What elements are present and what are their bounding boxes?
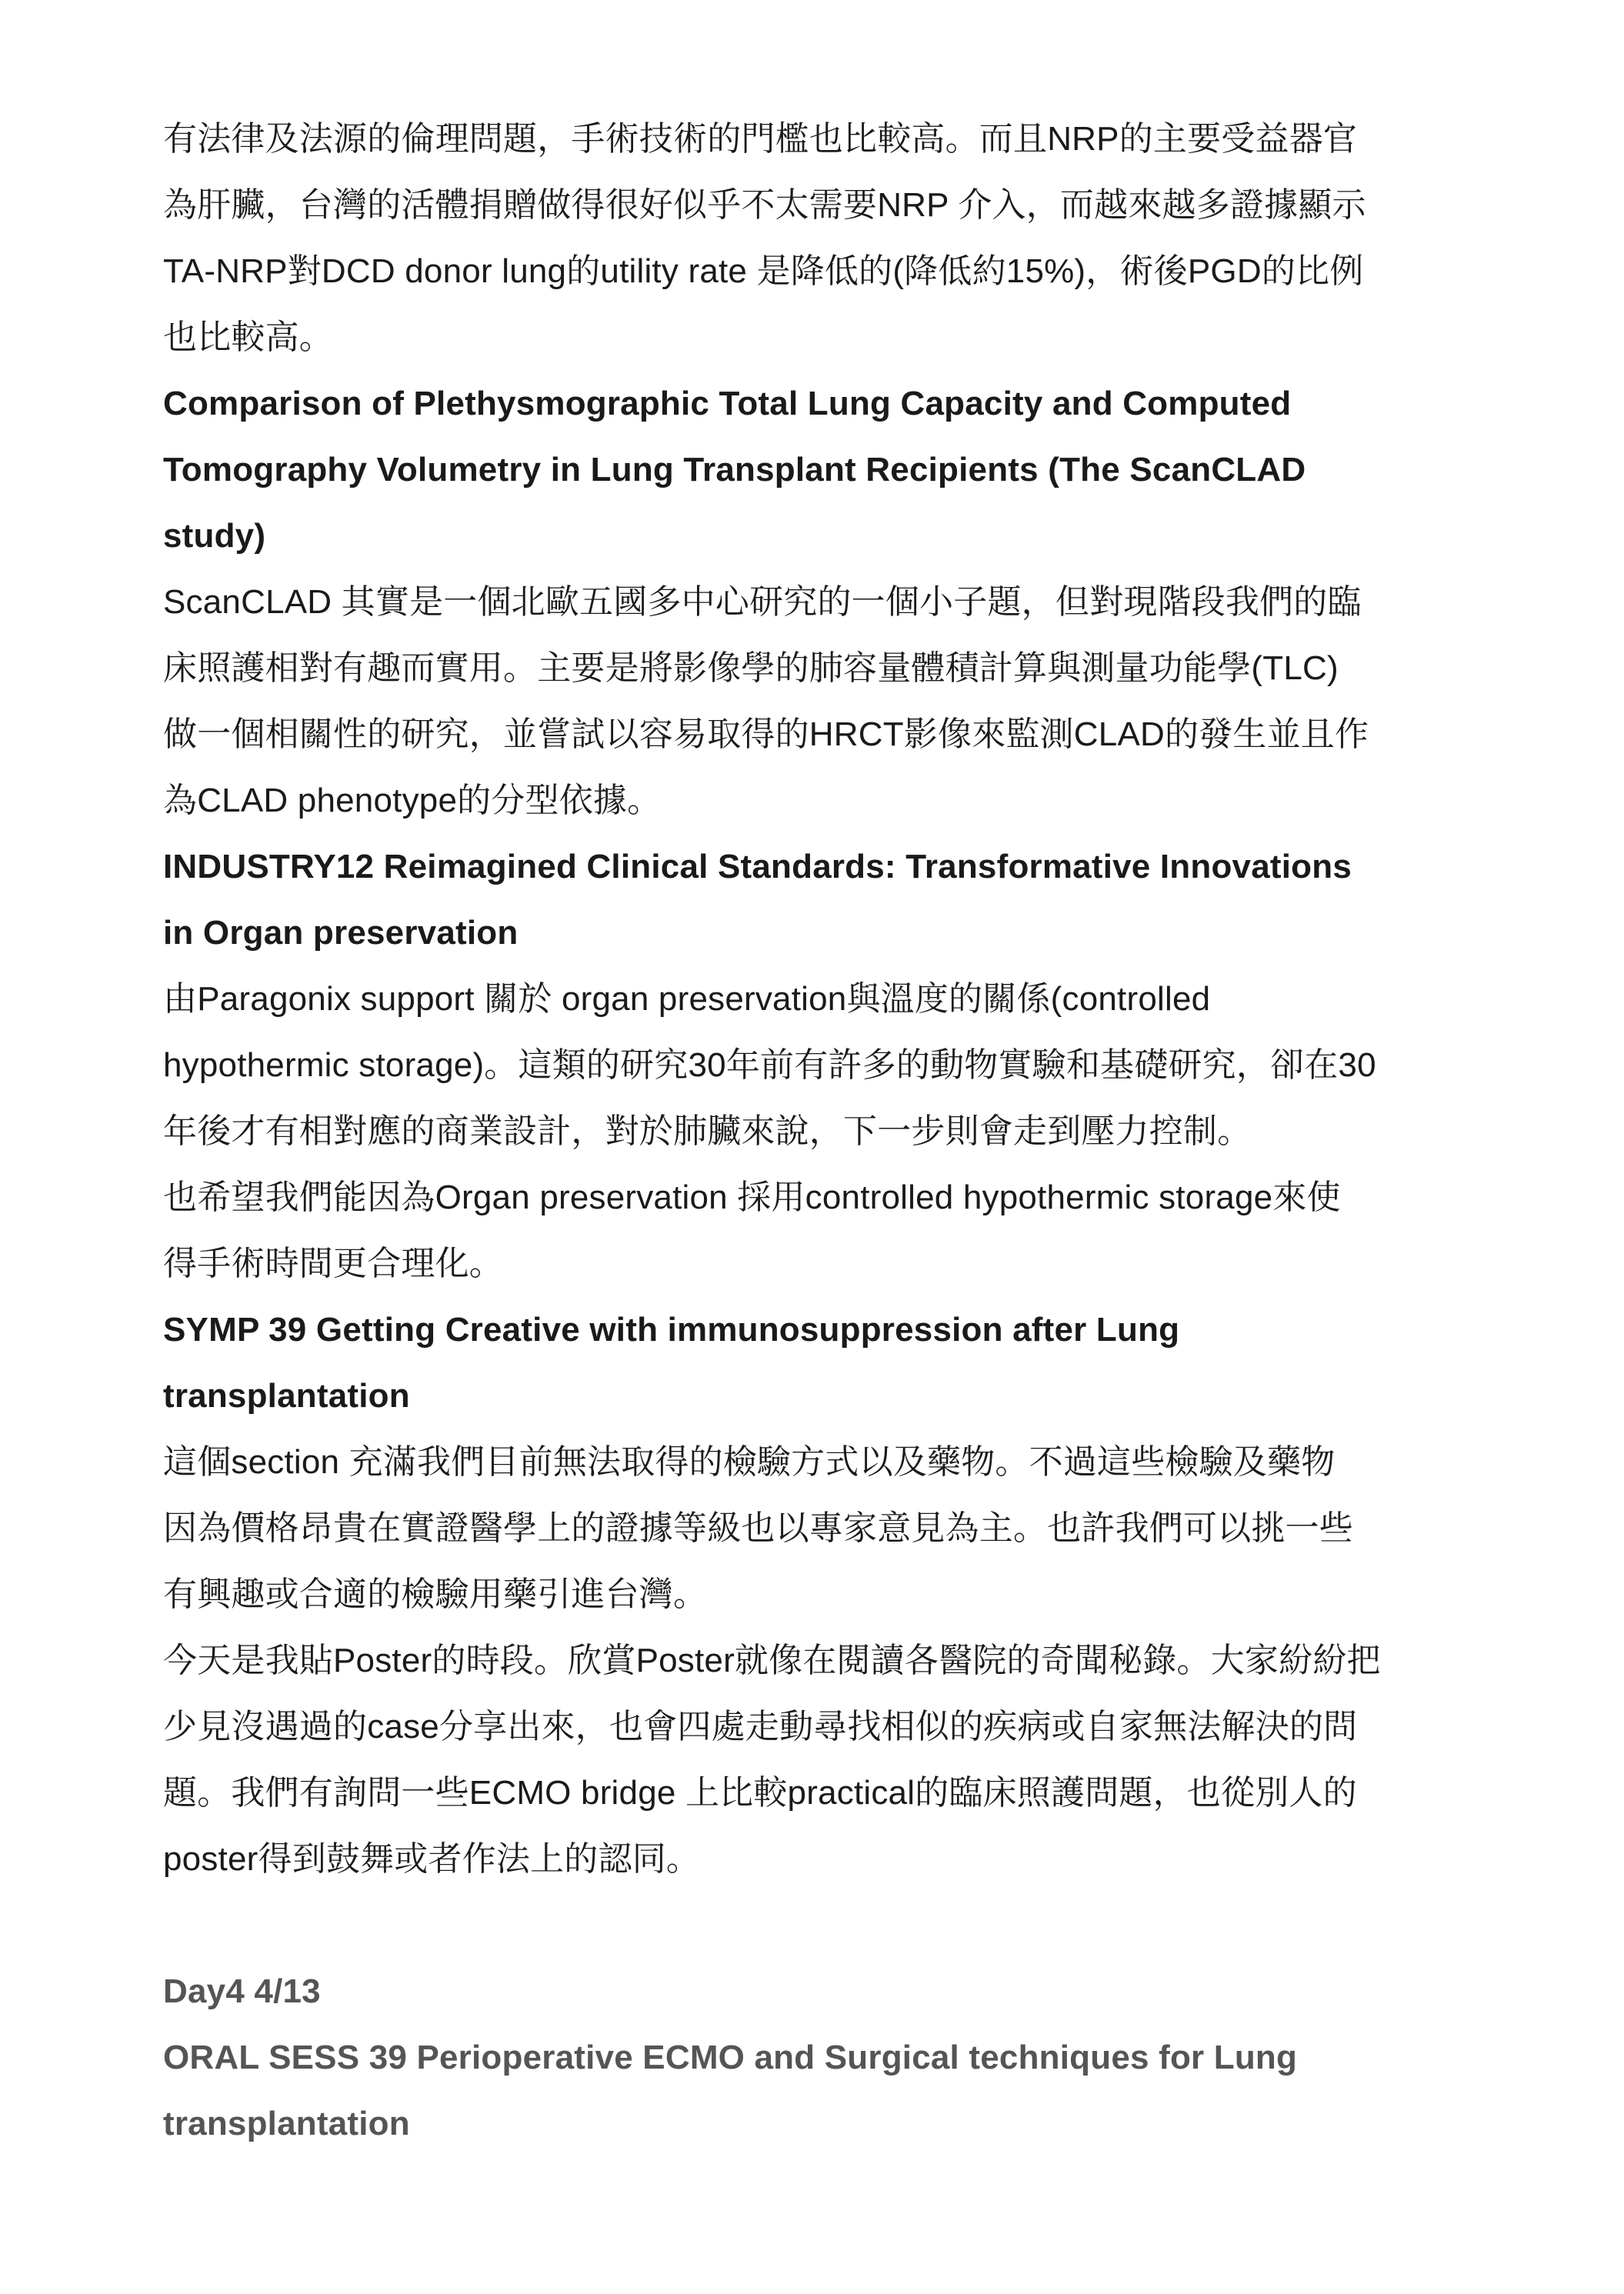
text-line: ORAL SESS 39 Perioperative ECMO and Surgical techniques for Lung (163, 2039, 1298, 2076)
day-heading (163, 1959, 1540, 2025)
section-heading (163, 834, 1540, 966)
text-line: 少見沒遇過的case分享出來，也會四處走動尋找相似的疾病或自家無法解決的問 (163, 1708, 1358, 1746)
text-line: 由Paragonix support 關於 organ preservation與溫度的關係(controlled (163, 980, 1211, 1018)
text-line: study) (163, 517, 266, 555)
paragraph (163, 1429, 1540, 1628)
text-line: SYMP 39 Getting Creative with immunosuppression after Lung (163, 1311, 1180, 1349)
paragraph (163, 569, 1540, 834)
text-line: in Organ preservation (163, 914, 519, 952)
text-line: transplantation (163, 1377, 410, 1415)
text-line: TA-NRP對DCD donor lung的utility rate 是降低的(降低約15%)，術後PGD的比例 (163, 252, 1364, 290)
text-line: poster得到鼓舞或者作法上的認同。 (163, 1840, 701, 1878)
text-line: INDUSTRY12 Reimagined Clinical Standards: Transformative Innovations (163, 848, 1352, 885)
text-line: 得手術時間更合理化。 (163, 1245, 503, 1282)
document-page (163, 106, 1540, 2157)
text-line: 有興趣或合適的檢驗用藥引進台灣。 (163, 1575, 708, 1613)
text-line: 為CLAD phenotype的分型依據。 (163, 782, 662, 819)
text-line: 這個section 充滿我們目前無法取得的檢驗方式以及藥物。不過這些檢驗及藥物 (163, 1443, 1336, 1481)
blank-line (163, 1892, 1540, 1959)
text-line: ScanCLAD 其實是一個北歐五國多中心研究的一個小子題，但對現階段我們的臨 (163, 583, 1362, 621)
text-line: hypothermic storage)。這類的研究30年前有許多的動物實驗和基礎研究，卻在30 (163, 1046, 1376, 1084)
text-line: Comparison of Plethysmographic Total Lung Capacity and Computed (163, 385, 1292, 422)
text-line: 為肝臟，台灣的活體捐贈做得很好似乎不太需要NRP 介入，而越來越多證據顯示 (163, 186, 1366, 224)
paragraph (163, 966, 1540, 1165)
text-line: 今天是我貼Poster的時段。欣賞Poster就像在閱讀各醫院的奇聞秘錄。大家紛紛把 (163, 1642, 1381, 1679)
paragraph (163, 106, 1540, 371)
text-line: 也希望我們能因為Organ preservation 採用controlled hypothermic storage來使 (163, 1179, 1341, 1216)
text-line: 有法律及法源的倫理問題，手術技術的門檻也比較高。而且NRP的主要受益器官 (163, 120, 1358, 158)
text-line: Day4 4/13 (163, 1972, 321, 2010)
text-line: 因為價格昂貴在實證醫學上的證據等級也以專家意見為主。也許我們可以挑一些 (163, 1509, 1353, 1547)
text-line: transplantation (163, 2105, 410, 2142)
section-heading (163, 371, 1540, 569)
text-line: 年後才有相對應的商業設計，對於肺臟來說，下一步則會走到壓力控制。 (163, 1112, 1252, 1150)
day-heading (163, 2025, 1540, 2157)
text-line: 床照護相對有趣而實用。主要是將影像學的肺容量體積計算與測量功能學(TLC) (163, 649, 1339, 687)
section-heading (163, 1297, 1540, 1429)
text-line: 做一個相關性的研究，並嘗試以容易取得的HRCT影像來監測CLAD的發生並且作 (163, 715, 1369, 753)
text-line: Tomography Volumetry in Lung Transplant Recipients (The ScanCLAD (163, 451, 1306, 488)
text-line: 也比較高。 (163, 318, 333, 356)
paragraph (163, 1628, 1540, 1892)
document-content (163, 106, 1540, 2157)
text-line: 題。我們有詢問一些ECMO bridge 上比較practical的臨床照護問題，也從別人的 (163, 1774, 1357, 1812)
paragraph (163, 1165, 1540, 1297)
